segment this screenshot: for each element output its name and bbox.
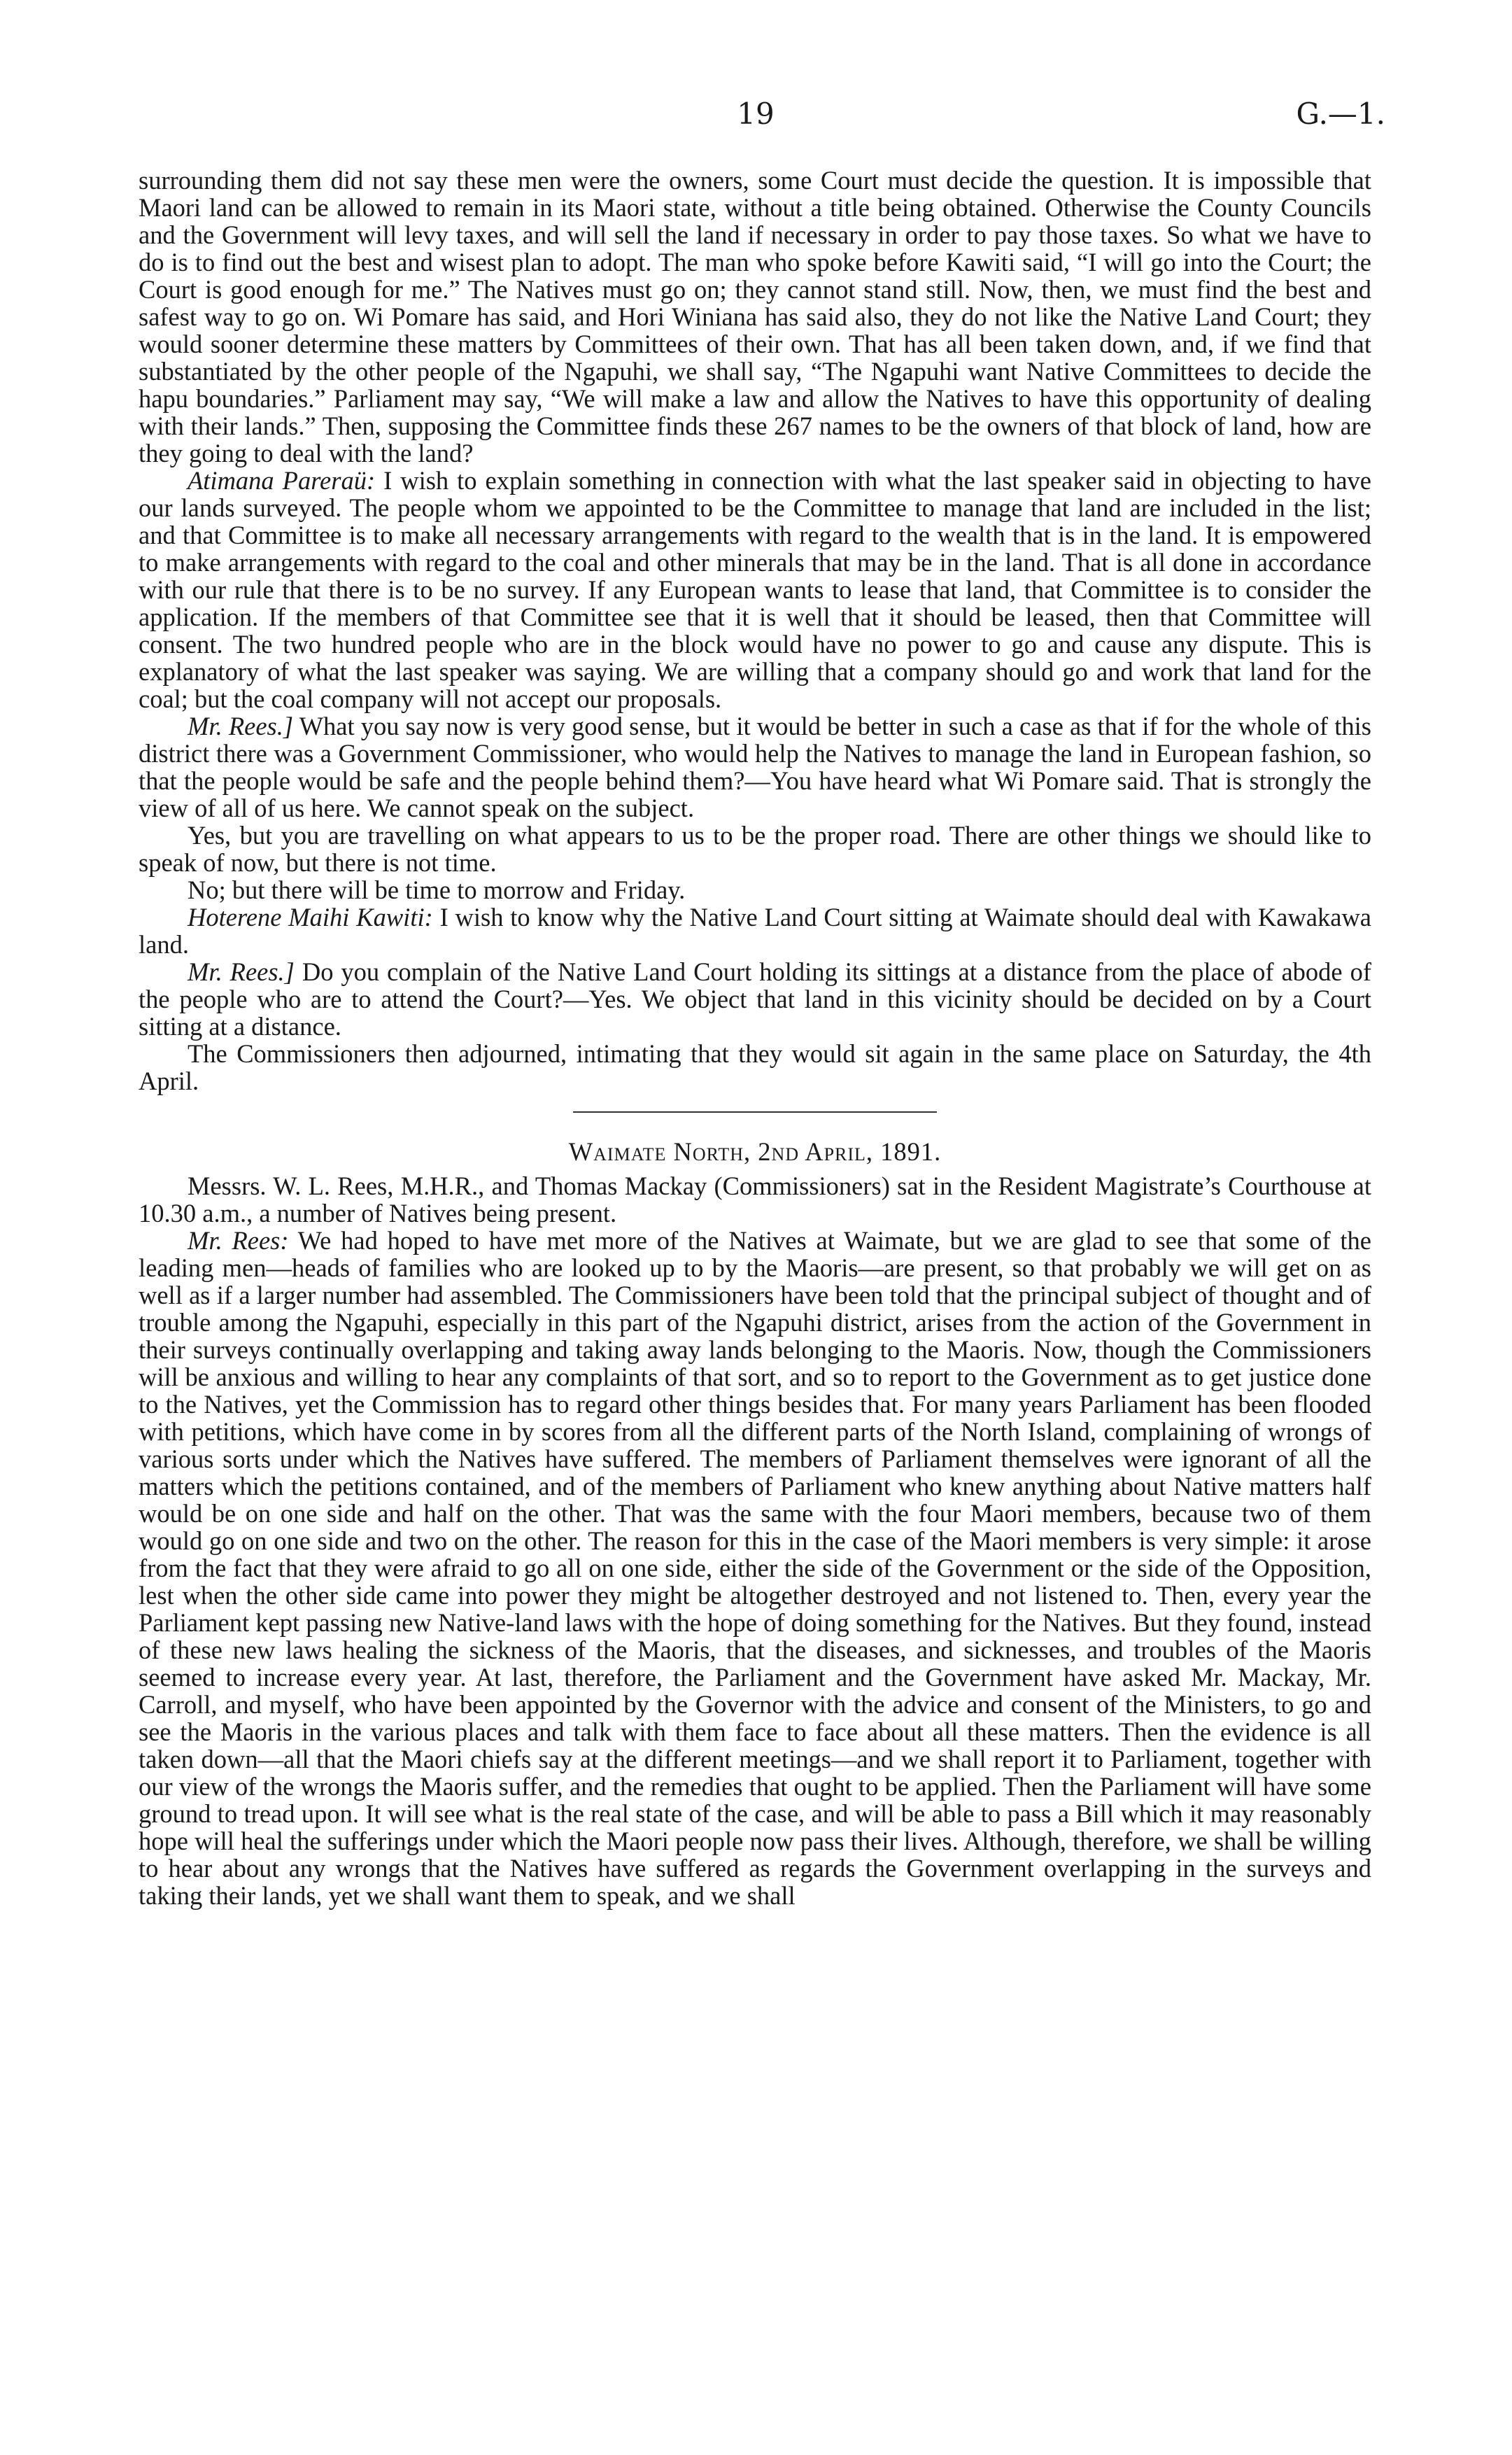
paragraph bbox=[139, 1040, 1371, 1095]
section-divider bbox=[573, 1111, 937, 1113]
paragraph bbox=[139, 167, 1371, 467]
speaker-name: Mr. Rees.] bbox=[188, 957, 295, 986]
paragraph bbox=[139, 1227, 1371, 1909]
paragraph-text: We had hoped to have met more of the Natives at Waimate, but we are glad to see that some of the leading men—heads of families who are looked up to by the Maoris—are present, so that probably we will get on as well as if a larger number had assembled. The Commissioners have been told that the principal subject of thought and of trouble among the Ngapuhi, especially in this part of the Ngapuhi district, arises from the action of the Government in their surveys continually overlapping and taking away lands belonging to the Maoris. Now, though the Commissioners will be anxious and willing to hear any complaints of that sort, and so to report to the Government as to get justice done to the Natives, yet the Commission has to regard other things besides that. For many years Parliament has been flooded with petitions, which have come in by scores from all the different parts of the North Island, complaining of wrongs of various sorts under which the Natives have suffered. The members of Parliament themselves were ignorant of all the matters which the petitions contained, and of the members of Parliament who knew anything about Native matters half would be on one side and half on the other. That was the same with the four Maori members, because two of them would go on one side and two on the other. The reason for this in the case of the Maori members is very simple: it arose from the fact that they were afraid to go all on one side, either the side of the Government or the side of the Opposition, lest when the other side came into power they might be altogether destroyed and not listened to. Then, every year the Parliament kept passing new Native-land laws with the hope of doing something for the Natives. But they found, instead of these new laws healing the sickness of the Maoris, that the diseases, and sicknesses, and troubles of the Maoris seemed to increase every year. At last, therefore, the Parliament and the Government have asked Mr. Mackay, Mr. Carroll, and myself, who have been appointed by the Governor with the advice and consent of the Ministers, to go and see the Maoris in the various places and talk with them face to face about all these matters. Then the evidence is all taken down—all that the Maori chiefs say at the different meetings—and we shall report it to Parliament, together with our view of the wrongs the Maoris suffer, and the remedies that ought to be applied. Then the Parliament will have some ground to tread upon. It will see what is the real state of the case, and will be able to pass a Bill which it may reasonably hope will heal the sufferings under which the Maori people now pass their lives. Although, therefore, we shall be willing to hear about any wrongs that the Natives have suffered as regards the Government overlapping in the surveys and taking their lands, yet we shall want them to speak, and we shall bbox=[139, 1226, 1372, 1910]
paragraph-text: Messrs. W. L. Rees, M.H.R., and Thomas Mackay (Commissioners) sat in the Resident Magistrate’s Courthouse at 10.30 a.m., a number of Natives being present. bbox=[139, 1172, 1371, 1228]
paragraph-text: Do you complain of the Native Land Court holding its sittings at a distance from the place of abode of the people who are to attend the Court?—Yes. We object that land in this vicinity should be decided on by a Court sitting at a distance. bbox=[139, 957, 1371, 1041]
speaker-name: Hoterene Maihi Kawiti: bbox=[188, 903, 433, 931]
paragraph-text: I wish to explain something in connection with what the last speaker said in objecting to have our lands surveyed. The people whom we appointed to be the Committee to manage that land are included in the list; and that Committee is to make all necessary arrangements with regard to the wealth that is in the land. It is empowered to make arrangements with regard to the coal and other minerals that may be in the land. That is all done in accordance with our rule that there is to be no survey. If any European wants to lease that land, that Committee is to consider the application. If the members of that Committee see that it is well that it should be leased, then that Committee will consent. The two hundred people who are in the block would have no power to go and cause any dispute. This is explanatory of what the last speaker was saying. We are willing that a company should go and work that land for the coal; but the coal company will not accept our proposals. bbox=[139, 466, 1371, 713]
paragraph-text: What you say now is very good sense, but it would be better in such a case as that if for the whole of this district there was a Government Commissioner, who would help the Natives to manage the land in European fashion, so that the people would be safe and the people behind them?—You have heard what Wi Pomare said. That is strongly the view of all of us here. We cannot speak on the subject. bbox=[139, 712, 1371, 822]
paragraph-text: surrounding them did not say these men were the owners, some Court must decide the question. It is impossible that Maori land can be allowed to remain in its Maori state, without a title being obtained. Otherwise the County Councils and the Government will levy taxes, and will sell the land if necessary in order to pay those taxes. So what we have to do is to find out the best and wisest plan to adopt. The man who spoke before Kawiti said, “I will go into the Court; the Court is good enough for me.” The Natives must go on; they cannot stand still. Now, then, we must find the best and safest way to go on. Wi Pomare has said, and Hori Winiana has said also, they do not like the Native Land Court; they would sooner determine these matters by Committees of their own. That has all been taken down, and, if we find that substantiated by the other people of the Ngapuhi, we shall say, “The Ngapuhi want Native Committees to decide the hapu boundaries.” Parliament may say, “We will make a law and allow the Natives to have this opportunity of dealing with their lands.” Then, supposing the Committee finds these 267 names to be the owners of that block of land, how are they going to deal with the land? bbox=[139, 166, 1371, 467]
paragraph bbox=[139, 1172, 1371, 1227]
paragraph bbox=[139, 876, 1371, 903]
paragraph-text: No; but there will be time to morrow and Friday. bbox=[188, 875, 686, 904]
document-body bbox=[139, 167, 1371, 1909]
paragraph-text: Yes, but you are travelling on what appears to us to be the proper road. There are other things we should like to speak of now, but there is not time. bbox=[139, 821, 1371, 877]
paragraph-text: The Commissioners then adjourned, intimating that they would sit again in the same place on Saturday, the 4th April. bbox=[139, 1039, 1371, 1095]
page-number: 19 bbox=[737, 97, 775, 131]
paragraph bbox=[139, 712, 1371, 822]
paragraph bbox=[139, 822, 1371, 876]
speaker-name: Atimana Pareraü: bbox=[188, 466, 376, 495]
paragraph bbox=[139, 467, 1371, 712]
document-reference: G.—1. bbox=[1296, 97, 1385, 131]
paragraph bbox=[139, 903, 1371, 958]
paragraph bbox=[139, 958, 1371, 1040]
speaker-name: Mr. Rees: bbox=[188, 1226, 289, 1255]
speaker-name: Mr. Rees.] bbox=[188, 712, 294, 740]
section-heading: Waimate North, 2nd April, 1891. bbox=[568, 1137, 942, 1166]
paragraph-text: I wish to know why the Native Land Court sitting at Waimate should deal with Kawakawa land. bbox=[139, 903, 1372, 959]
